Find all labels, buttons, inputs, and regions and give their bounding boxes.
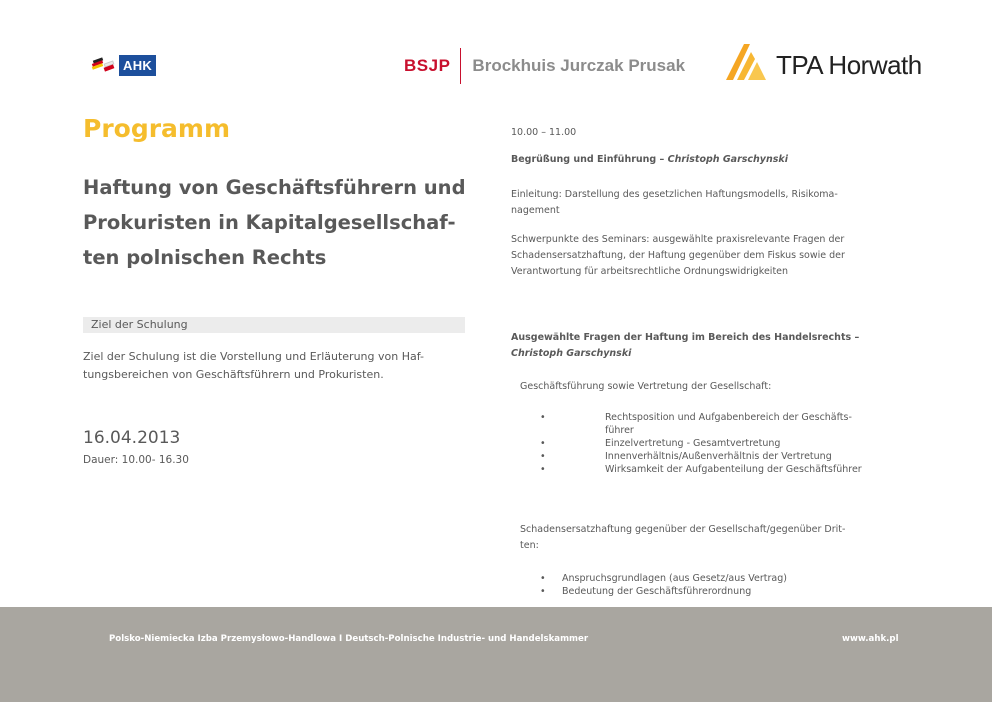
bullet-icon: • [540,573,546,584]
time-slot: 10.00 – 11.00 [511,127,577,138]
paragraph-line: ten: [520,540,539,551]
goal-text-line: Ziel der Schulung ist die Vorstellung und Erläuterung von Haf- [83,350,424,363]
title-line: Haftung von Geschäftsführern und [83,176,466,199]
paragraph-line: Verantwortung für arbeitsrechtliche Ordnungswidrigkeiten [511,266,789,277]
tpa-horwath-name: TPA Horwath [776,50,922,80]
focus-paragraph [511,232,896,280]
section-heading-commercial-law [511,330,891,362]
speaker-name: Christoph Garschynski [511,348,632,359]
paragraph-line: Schadensersatzhaftung, der Haftung gegenüber dem Fiskus sowie der [511,250,845,261]
list-item-text: Anspruchsgrundlagen (aus Gesetz/aus Vertrag) [562,573,787,584]
seminar-title [83,170,483,275]
bullet-icon: • [540,451,546,462]
bullet-icon: • [540,464,546,475]
list-item [540,585,787,598]
bullet-icon: • [540,412,546,423]
paragraph-line: nagement [511,205,560,216]
list-item-text: Wirksamkeit der Aufgabenteilung der Geschäftsführer [605,464,862,475]
management-subheading: Geschäftsführung sowie Vertretung der Gesellschaft: [520,381,772,392]
bsjp-abbreviation: BSJP [404,56,451,75]
list-item-text: Rechtsposition und Aufgabenbereich der Geschäfts- [605,412,852,423]
bsjp-logo [404,48,685,84]
bsjp-divider [460,48,461,84]
list-item [540,437,900,450]
management-list [540,411,900,476]
footer-bar [0,607,992,702]
program-heading: Programm [83,114,231,143]
goal-text-line: tungsbereichen von Geschäftsführern und Prokuristen. [83,368,384,381]
title-line: Prokuristen in Kapitalgesellschaf- [83,211,456,234]
list-item-text: Bedeutung der Geschäftsführerordnung [562,586,752,597]
speaker-name: Christoph Garschynski [667,154,788,165]
chamber-name: Polsko-Niemiecka Izba Przemysłowo-Handlowa I Deutsch-Polnische Industrie- und Handelskammer [109,634,589,644]
bullet-icon: • [540,438,546,449]
list-item [540,463,900,476]
paragraph-line: Schwerpunkte des Seminars: ausgewählte praxisrelevante Fragen der [511,234,845,245]
ahk-logo [91,50,158,80]
bsjp-company-name: Brockhuis Jurczak Prusak [472,56,686,75]
website-link[interactable]: www.ahk.pl [842,634,899,644]
tpa-horwath-logo [724,40,922,82]
section-heading-text: Begrüßung und Einführung – [511,154,668,165]
list-item-text: Innenverhältnis/Außenverhältnis der Vertretung [605,451,832,462]
list-item [540,450,900,463]
list-item [540,572,787,585]
tpa-chevron-icon [724,42,774,82]
goal-heading: Ziel der Schulung [83,317,465,333]
seminar-duration: Dauer: 10.00- 16.30 [83,454,189,466]
list-item [540,411,900,437]
paragraph-line: Schadensersatzhaftung gegenüber der Gesellschaft/gegenüber Drit- [520,524,846,535]
section-heading-welcome [511,152,788,168]
damages-list [540,572,787,598]
paragraph-line: Einleitung: Darstellung des gesetzlichen Haftungsmodells, Risikoma- [511,189,838,200]
bullet-icon: • [540,586,546,597]
damages-subheading [520,522,890,554]
introduction-paragraph [511,187,891,219]
flag-icon [91,53,116,77]
list-item-text: führer [605,425,634,436]
ahk-logo-text: AHK [119,55,156,76]
section-heading-text: Ausgewählte Fragen der Haftung im Bereich des Handelsrechts – [511,332,860,343]
list-item-text: Einzelvertretung - Gesamtvertretung [605,438,781,449]
goal-description [83,348,468,384]
title-line: ten polnischen Rechts [83,246,327,269]
seminar-date: 16.04.2013 [83,428,181,448]
